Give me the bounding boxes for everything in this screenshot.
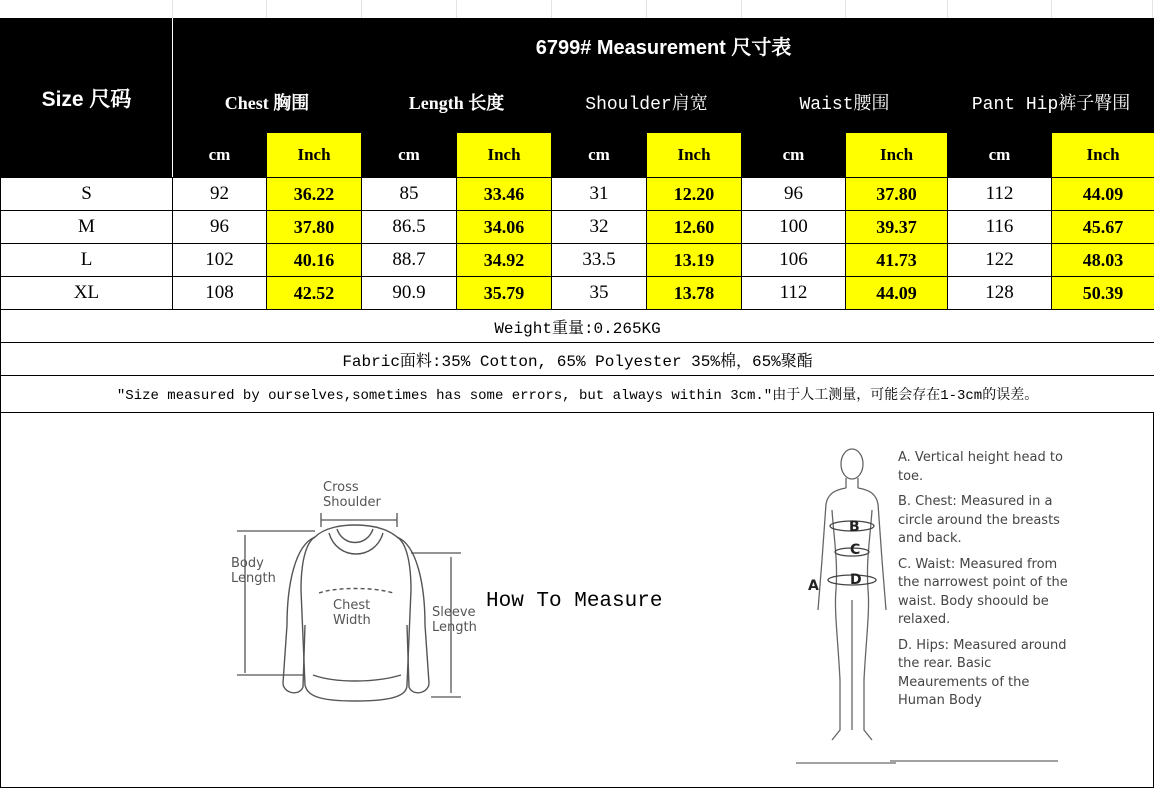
fabric-note: Fabric面料:35% Cotton, 65% Polyester 35%棉，65%聚酯 — [1, 343, 1154, 376]
inch-cell: 39.37 — [846, 211, 948, 244]
size-row — [1, 244, 1154, 277]
unit-cm: cm — [173, 133, 267, 178]
inch-cell: 33.46 — [457, 178, 552, 211]
inch-cell: 12.20 — [647, 178, 742, 211]
inch-cell: 41.73 — [846, 244, 948, 277]
size-row — [1, 211, 1154, 244]
inch-cell: 13.19 — [647, 244, 742, 277]
size-chart-table — [0, 18, 1154, 413]
unit-cm: cm — [948, 133, 1052, 178]
inch-cell: 42.52 — [267, 277, 362, 310]
inch-cell: 37.80 — [846, 178, 948, 211]
cm-cell: 92 — [173, 178, 267, 211]
definition-a: A. Vertical height head to toe. — [898, 450, 1063, 484]
unit-inch: Inch — [1052, 133, 1154, 178]
unit-inch: Inch — [846, 133, 948, 178]
inch-cell: 50.39 — [1052, 277, 1154, 310]
cm-cell: 122 — [948, 244, 1052, 277]
size-header: Size 尺码 — [1, 19, 173, 178]
definition-c: C. Waist: Measured from the narrowest point of the waist. Body shoould be relaxed. — [898, 556, 1068, 627]
size-row — [1, 277, 1154, 310]
inch-cell: 37.80 — [267, 211, 362, 244]
cm-cell: 112 — [742, 277, 846, 310]
group-length: Length 长度 — [362, 72, 552, 133]
cm-cell: 108 — [173, 277, 267, 310]
size-cell: L — [1, 244, 173, 277]
group-chest: Chest 胸围 — [173, 72, 362, 133]
unit-inch: Inch — [457, 133, 552, 178]
underline — [890, 760, 1060, 763]
sleeve-length-label: Sleeve Length — [432, 605, 477, 635]
size-cell: XL — [1, 277, 173, 310]
inch-cell: 40.16 — [267, 244, 362, 277]
inch-cell: 45.67 — [1052, 211, 1154, 244]
cm-cell: 32 — [552, 211, 647, 244]
cm-cell: 102 — [173, 244, 267, 277]
inch-cell: 36.22 — [267, 178, 362, 211]
inch-cell: 12.60 — [647, 211, 742, 244]
group-pant-hip: Pant Hip裤子臀围 — [948, 72, 1154, 133]
inch-cell: 34.92 — [457, 244, 552, 277]
marker-b: B — [849, 519, 860, 535]
cm-cell: 35 — [552, 277, 647, 310]
unit-inch: Inch — [267, 133, 362, 178]
inch-cell: 34.06 — [457, 211, 552, 244]
body-length-label: Body Length — [231, 556, 276, 586]
marker-c: C — [850, 542, 861, 558]
marker-d: D — [850, 572, 862, 588]
cm-cell: 96 — [742, 178, 846, 211]
cm-cell: 85 — [362, 178, 457, 211]
chest-width-label: Chest Width — [333, 598, 371, 628]
sweater-diagram — [225, 475, 495, 710]
cm-cell: 128 — [948, 277, 1052, 310]
cm-cell: 88.7 — [362, 244, 457, 277]
unit-inch: Inch — [647, 133, 742, 178]
definition-b: B. Chest: Measured in a circle around the breasts and back. — [898, 494, 1060, 546]
size-row — [1, 178, 1154, 211]
size-cell: S — [1, 178, 173, 211]
inch-cell: 13.78 — [647, 277, 742, 310]
body-figure — [796, 440, 896, 765]
cm-cell: 112 — [948, 178, 1052, 211]
cm-cell: 31 — [552, 178, 647, 211]
group-shoulder: Shoulder肩宽 — [552, 72, 742, 133]
cm-cell: 33.5 — [552, 244, 647, 277]
cross-shoulder-label: Cross Shoulder — [323, 480, 381, 510]
unit-cm: cm — [362, 133, 457, 178]
cm-cell: 96 — [173, 211, 267, 244]
disclaimer-note: "Size measured by ourselves,sometimes has some errors, but always within 3cm."由于人工测量，可能会存在1-3cm的误差。 — [1, 376, 1154, 413]
measurement-definitions — [898, 449, 1068, 718]
marker-a: A — [808, 578, 819, 594]
inch-cell: 48.03 — [1052, 244, 1154, 277]
cm-cell: 90.9 — [362, 277, 457, 310]
unit-cm: cm — [552, 133, 647, 178]
inch-cell: 35.79 — [457, 277, 552, 310]
cm-cell: 86.5 — [362, 211, 457, 244]
inch-cell: 44.09 — [846, 277, 948, 310]
weight-note: Weight重量:0.265KG — [1, 310, 1154, 343]
size-cell: M — [1, 211, 173, 244]
spreadsheet-gridlines — [0, 0, 1154, 18]
chart-title: 6799# Measurement 尺寸表 — [173, 19, 1154, 72]
definition-d: D. Hips: Measured around the rear. Basic Meaurements of the Human Body — [898, 637, 1067, 708]
how-to-measure-heading: How To Measure — [486, 590, 663, 613]
group-waist: Waist腰围 — [742, 72, 948, 133]
cm-cell: 116 — [948, 211, 1052, 244]
unit-cm: cm — [742, 133, 846, 178]
cm-cell: 106 — [742, 244, 846, 277]
inch-cell: 44.09 — [1052, 178, 1154, 211]
cm-cell: 100 — [742, 211, 846, 244]
